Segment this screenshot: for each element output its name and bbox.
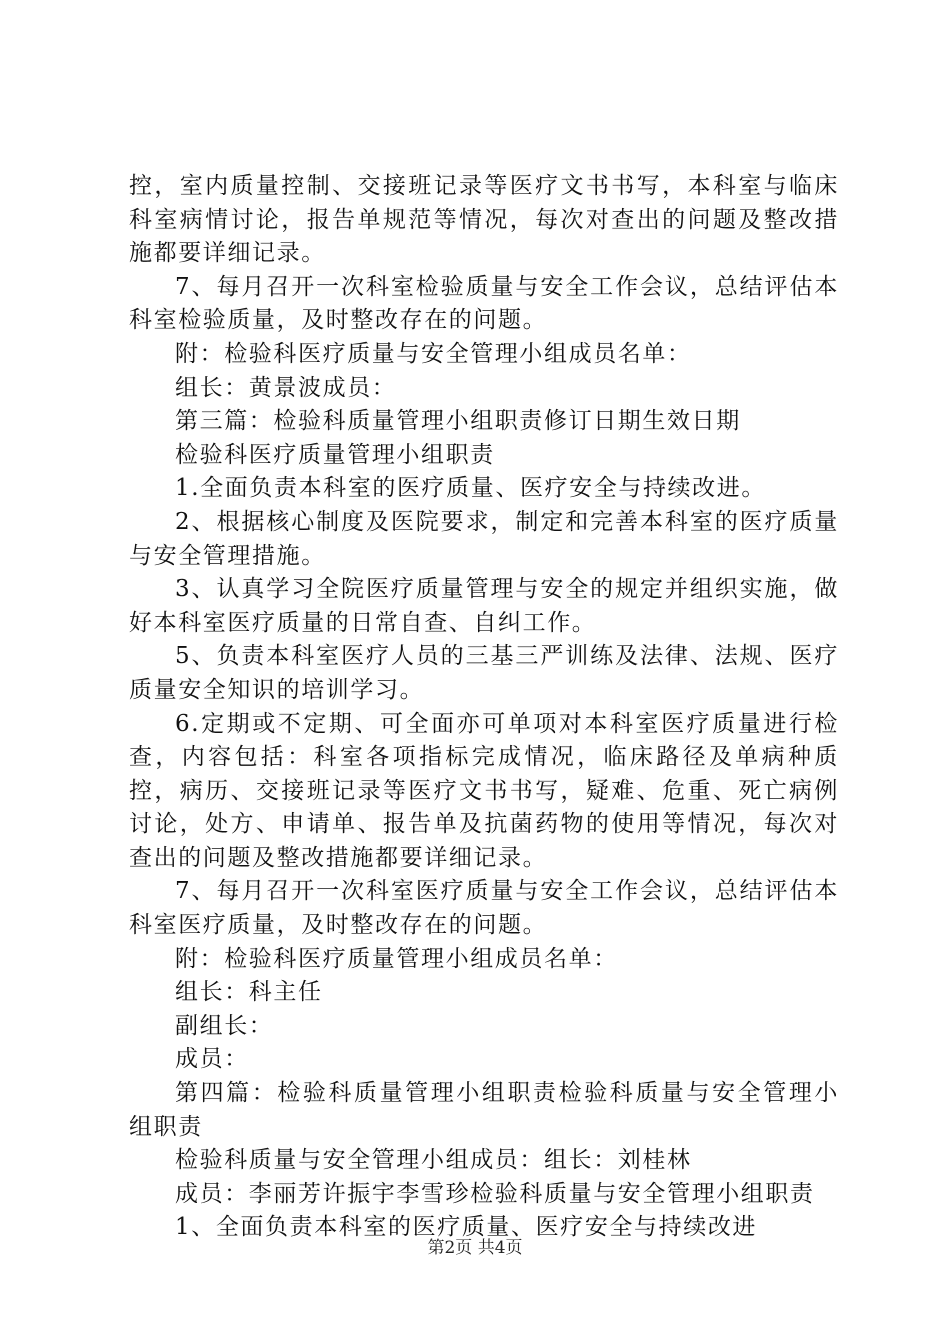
paragraph: 控，室内质量控制、交接班记录等医疗文书书写，本科室与临床科室病情讨论，报告单规范等情况，每次对查出的问题及整改措施都要详细记录。 (129, 173, 839, 267)
paragraph: 附：检验科医疗质量管理小组成员名单： (175, 945, 618, 972)
paragraph: 7、每月召开一次科室医疗质量与安全工作会议，总结评估本科室医疗质量，及时整改存在的问题。 (129, 878, 839, 939)
paragraph: 第四篇：检验科质量管理小组职责检验科质量与安全管理小组职责 (129, 1080, 839, 1140)
paragraph: 组长：科主任 (175, 979, 323, 1006)
paragraph: 3、认真学习全院医疗质量管理与安全的规定并组织实施，做好本科室医疗质量的日常自查、自纠工作。 (129, 576, 839, 636)
paragraph: 组长：黄景波成员： (175, 374, 397, 401)
paragraph: 附：检验科医疗质量与安全管理小组成员名单： (175, 340, 692, 367)
paragraph: 7、每月召开一次科室检验质量与安全工作会议，总结评估本科室检验质量，及时整改存在的问题。 (129, 273, 839, 334)
document-body (129, 170, 839, 1245)
paragraph: 成员：李丽芳许振宇李雪珍检验科质量与安全管理小组职责 (175, 1180, 815, 1207)
paragraph: 5、负责本科室医疗人员的三基三严训练及法律、法规、医疗质量安全知识的培训学习。 (129, 643, 839, 703)
paragraph: 成员： (175, 1046, 249, 1073)
paragraph: 检验科质量与安全管理小组成员：组长：刘桂林 (175, 1147, 692, 1174)
paragraph: 副组长： (175, 1012, 274, 1039)
paragraph: 6.定期或不定期、可全面亦可单项对本科室医疗质量进行检查，内容包括：科室各项指标完成情况，临床路径及单病种质控，病历、交接班记录等医疗文书书写，疑难、危重、死亡病例讨论，处方、申请单、报告单及抗菌药物的使用等情况，每次对查出的问题及整改措施都要详细记录。 (129, 710, 839, 871)
paragraph: 1.全面负责本科室的医疗质量、医疗安全与持续改进。 (175, 475, 766, 502)
paragraph: 2、根据核心制度及医院要求，制定和完善本科室的医疗质量与安全管理措施。 (129, 508, 839, 569)
paragraph: 第三篇：检验科质量管理小组职责修订日期生效日期 (175, 408, 741, 435)
paragraph: 检验科医疗质量管理小组职责 (175, 441, 495, 468)
page-footer (0, 1236, 950, 1260)
paragraph: 1、全面负责本科室的医疗质量、医疗安全与持续改进 (175, 1214, 758, 1241)
page-number: 第2页 共4页 (427, 1238, 523, 1258)
